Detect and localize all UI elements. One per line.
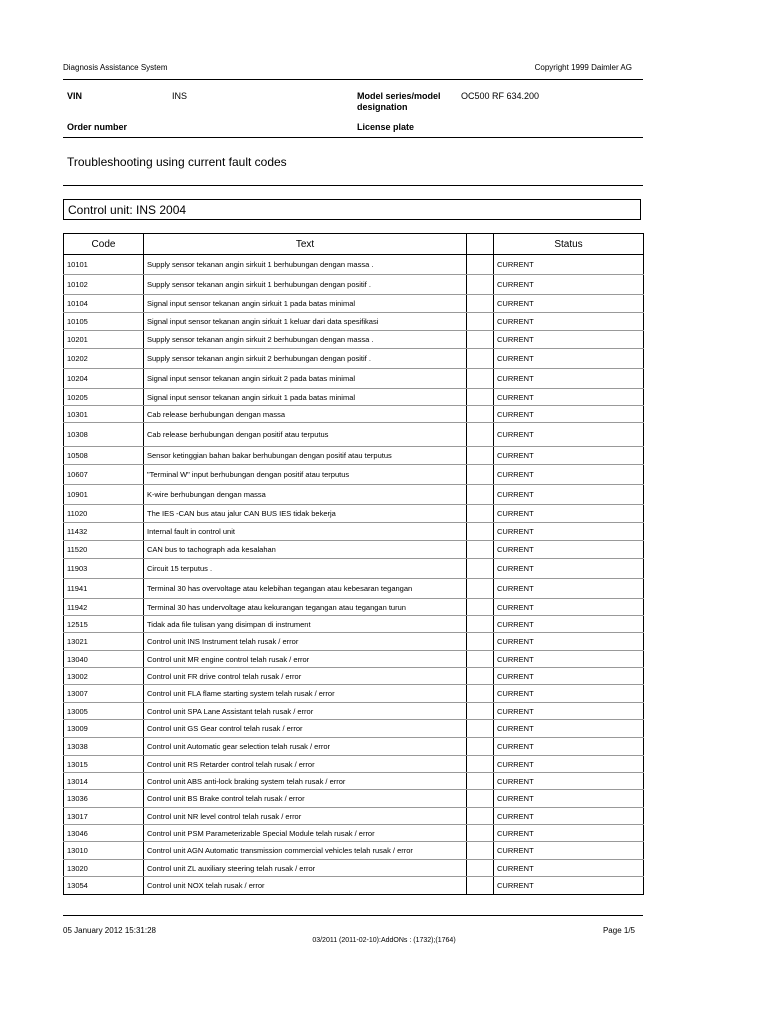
table-row xyxy=(64,465,644,485)
table-row xyxy=(64,773,644,790)
row-blank xyxy=(467,423,494,447)
row-blank xyxy=(467,790,494,808)
row-code: 10308 xyxy=(64,423,144,447)
table-row xyxy=(64,651,644,668)
row-blank xyxy=(467,523,494,541)
column-header-code: Code xyxy=(64,234,144,255)
row-status: CURRENT xyxy=(494,633,644,651)
row-blank xyxy=(467,559,494,579)
table-row xyxy=(64,255,644,275)
row-code: 13007 xyxy=(64,685,144,703)
table-row xyxy=(64,313,644,331)
row-blank xyxy=(467,295,494,313)
row-blank xyxy=(467,331,494,349)
row-blank xyxy=(467,703,494,720)
row-code: 11020 xyxy=(64,505,144,523)
row-blank xyxy=(467,485,494,505)
table-row xyxy=(64,756,644,773)
row-code: 13046 xyxy=(64,825,144,842)
control-unit-title: Control unit: INS 2004 xyxy=(68,203,187,217)
row-status: CURRENT xyxy=(494,756,644,773)
row-code: 10508 xyxy=(64,447,144,465)
row-status: CURRENT xyxy=(494,406,644,423)
row-blank xyxy=(467,720,494,738)
row-blank xyxy=(467,369,494,389)
row-status: CURRENT xyxy=(494,651,644,668)
row-status: CURRENT xyxy=(494,720,644,738)
row-blank xyxy=(467,738,494,756)
table-row xyxy=(64,559,644,579)
row-status: CURRENT xyxy=(494,541,644,559)
row-text: Control unit FR drive control telah rusak / error xyxy=(144,668,467,685)
row-blank xyxy=(467,465,494,485)
row-text: Signal input sensor tekanan angin sirkuit 1 pada batas minimal xyxy=(144,295,467,313)
row-status: CURRENT xyxy=(494,579,644,599)
table-row xyxy=(64,579,644,599)
row-status: CURRENT xyxy=(494,559,644,579)
row-status: CURRENT xyxy=(494,255,644,275)
row-text: Terminal 30 has overvoltage atau kelebihan tegangan atau kebesaran tegangan xyxy=(144,579,467,599)
row-blank xyxy=(467,505,494,523)
row-status: CURRENT xyxy=(494,842,644,860)
row-code: 10104 xyxy=(64,295,144,313)
row-text: Control unit AGN Automatic transmission commercial vehicles telah rusak / error xyxy=(144,842,467,860)
row-text: Control unit NR level control telah rusak / error xyxy=(144,808,467,825)
row-text: Tidak ada file tulisan yang disimpan di instrument xyxy=(144,616,467,633)
row-text: Control unit FLA flame starting system telah rusak / error xyxy=(144,685,467,703)
row-text: Sensor ketinggian bahan bakar berhubungan dengan positif atau terputus xyxy=(144,447,467,465)
row-text: Control unit INS Instrument telah rusak / error xyxy=(144,633,467,651)
table-row xyxy=(64,349,644,369)
row-text: Control unit ABS anti-lock braking system telah rusak / error xyxy=(144,773,467,790)
row-text: Circuit 15 terputus . xyxy=(144,559,467,579)
table-row xyxy=(64,842,644,860)
row-status: CURRENT xyxy=(494,295,644,313)
row-text: Control unit BS Brake control telah rusak / error xyxy=(144,790,467,808)
row-text: Control unit NOX telah rusak / error xyxy=(144,877,467,895)
section-title: Troubleshooting using current fault codes xyxy=(67,155,287,169)
table-row xyxy=(64,447,644,465)
row-blank xyxy=(467,756,494,773)
row-status: CURRENT xyxy=(494,599,644,616)
row-code: 13036 xyxy=(64,790,144,808)
column-header-status: Status xyxy=(494,234,644,255)
table-row xyxy=(64,790,644,808)
row-text: Control unit SPA Lane Assistant telah rusak / error xyxy=(144,703,467,720)
row-code: 10901 xyxy=(64,485,144,505)
row-blank xyxy=(467,275,494,295)
table-row xyxy=(64,275,644,295)
table-row xyxy=(64,668,644,685)
row-code: 13002 xyxy=(64,668,144,685)
row-status: CURRENT xyxy=(494,313,644,331)
column-header-blank xyxy=(467,234,494,255)
row-status: CURRENT xyxy=(494,773,644,790)
model-value: OC500 RF 634.200 xyxy=(461,91,540,101)
row-code: 10102 xyxy=(64,275,144,295)
row-code: 13010 xyxy=(64,842,144,860)
model-label: Model series/model designation xyxy=(357,91,441,112)
row-code: 10301 xyxy=(64,406,144,423)
table-row xyxy=(64,389,644,406)
row-status: CURRENT xyxy=(494,485,644,505)
row-status: CURRENT xyxy=(494,685,644,703)
row-code: 11941 xyxy=(64,579,144,599)
control-unit-box xyxy=(63,199,641,220)
row-code: 10105 xyxy=(64,313,144,331)
row-blank xyxy=(467,685,494,703)
row-blank xyxy=(467,825,494,842)
row-code: 13021 xyxy=(64,633,144,651)
table-row xyxy=(64,406,644,423)
row-text: Supply sensor tekanan angin sirkuit 1 berhubungan dengan positif . xyxy=(144,275,467,295)
row-text: Cab release berhubungan dengan positif atau terputus xyxy=(144,423,467,447)
table-row xyxy=(64,825,644,842)
row-code: 11520 xyxy=(64,541,144,559)
table-row xyxy=(64,523,644,541)
row-code: 12515 xyxy=(64,616,144,633)
row-blank xyxy=(467,447,494,465)
row-status: CURRENT xyxy=(494,389,644,406)
row-text: Control unit RS Retarder control telah rusak / error xyxy=(144,756,467,773)
row-blank xyxy=(467,668,494,685)
row-status: CURRENT xyxy=(494,808,644,825)
row-status: CURRENT xyxy=(494,447,644,465)
row-text: Supply sensor tekanan angin sirkuit 2 berhubungan dengan massa . xyxy=(144,331,467,349)
row-status: CURRENT xyxy=(494,877,644,895)
row-blank xyxy=(467,651,494,668)
table-header-row xyxy=(64,234,644,255)
row-code: 10101 xyxy=(64,255,144,275)
table-row xyxy=(64,703,644,720)
row-code: 13005 xyxy=(64,703,144,720)
table-row xyxy=(64,808,644,825)
row-blank xyxy=(467,255,494,275)
row-code: 10202 xyxy=(64,349,144,369)
row-blank xyxy=(467,773,494,790)
row-text: Control unit PSM Parameterizable Special Module telah rusak / error xyxy=(144,825,467,842)
row-text: CAN bus to tachograph ada kesalahan xyxy=(144,541,467,559)
build-info: 03/2011 (2011-02-10):AddONs : (1732);(1764) xyxy=(312,937,456,944)
row-blank xyxy=(467,877,494,895)
row-text: Control unit GS Gear control telah rusak / error xyxy=(144,720,467,738)
table-row xyxy=(64,633,644,651)
row-blank xyxy=(467,579,494,599)
table-row xyxy=(64,423,644,447)
vin-label: VIN xyxy=(67,91,83,101)
row-blank xyxy=(467,633,494,651)
row-code: 10201 xyxy=(64,331,144,349)
row-status: CURRENT xyxy=(494,465,644,485)
row-blank xyxy=(467,313,494,331)
fault-code-table xyxy=(63,233,644,895)
row-code: 10204 xyxy=(64,369,144,389)
row-status: CURRENT xyxy=(494,331,644,349)
row-text: Supply sensor tekanan angin sirkuit 2 berhubungan dengan positif . xyxy=(144,349,467,369)
row-code: 10205 xyxy=(64,389,144,406)
section-divider xyxy=(63,185,643,186)
table-row xyxy=(64,295,644,313)
table-row xyxy=(64,541,644,559)
row-text: The IES -CAN bus atau jalur CAN BUS IES tidak bekerja xyxy=(144,505,467,523)
column-header-text: Text xyxy=(144,234,467,255)
order-number-label: Order number xyxy=(67,122,128,132)
row-status: CURRENT xyxy=(494,616,644,633)
row-code: 13017 xyxy=(64,808,144,825)
row-blank xyxy=(467,389,494,406)
row-status: CURRENT xyxy=(494,369,644,389)
row-status: CURRENT xyxy=(494,790,644,808)
row-text: Internal fault in control unit xyxy=(144,523,467,541)
row-code: 11432 xyxy=(64,523,144,541)
row-status: CURRENT xyxy=(494,349,644,369)
footer-divider xyxy=(63,915,643,916)
row-code: 11903 xyxy=(64,559,144,579)
row-text: Terminal 30 has undervoltage atau kekurangan tegangan atau tegangan turun xyxy=(144,599,467,616)
meta-divider xyxy=(63,137,643,138)
row-text: Signal input sensor tekanan angin sirkuit 2 pada batas minimal xyxy=(144,369,467,389)
row-blank xyxy=(467,541,494,559)
table-row xyxy=(64,369,644,389)
row-code: 13020 xyxy=(64,860,144,877)
row-blank xyxy=(467,616,494,633)
row-code: 11942 xyxy=(64,599,144,616)
table-row xyxy=(64,860,644,877)
row-blank xyxy=(467,406,494,423)
license-plate-label: License plate xyxy=(357,122,415,132)
row-code: 13040 xyxy=(64,651,144,668)
vin-value: INS xyxy=(172,91,188,101)
row-text: Control unit Automatic gear selection telah rusak / error xyxy=(144,738,467,756)
copyright-text: Copyright 1999 Daimler AG xyxy=(534,63,632,72)
row-text: "Terminal W" input berhubungan dengan positif atau terputus xyxy=(144,465,467,485)
row-text: Cab release berhubungan dengan massa xyxy=(144,406,467,423)
row-code: 13009 xyxy=(64,720,144,738)
table-row xyxy=(64,599,644,616)
row-text: K-wire berhubungan dengan massa xyxy=(144,485,467,505)
table-row xyxy=(64,720,644,738)
row-code: 13015 xyxy=(64,756,144,773)
row-blank xyxy=(467,842,494,860)
page-number: Page 1/5 xyxy=(602,926,635,935)
row-blank xyxy=(467,860,494,877)
system-name: Diagnosis Assistance System xyxy=(63,63,168,72)
row-text: Signal input sensor tekanan angin sirkuit 1 pada batas minimal xyxy=(144,389,467,406)
table-row xyxy=(64,331,644,349)
table-row xyxy=(64,685,644,703)
row-status: CURRENT xyxy=(494,738,644,756)
row-text: Control unit ZL auxiliary steering telah rusak / error xyxy=(144,860,467,877)
row-status: CURRENT xyxy=(494,825,644,842)
row-status: CURRENT xyxy=(494,275,644,295)
row-blank xyxy=(467,808,494,825)
row-text: Supply sensor tekanan angin sirkuit 1 berhubungan dengan massa . xyxy=(144,255,467,275)
row-blank xyxy=(467,599,494,616)
row-status: CURRENT xyxy=(494,505,644,523)
table-row xyxy=(64,738,644,756)
row-status: CURRENT xyxy=(494,860,644,877)
row-text: Signal input sensor tekanan angin sirkuit 1 keluar dari data spesifikasi xyxy=(144,313,467,331)
row-code: 13014 xyxy=(64,773,144,790)
table-row xyxy=(64,616,644,633)
row-code: 10607 xyxy=(64,465,144,485)
row-code: 13054 xyxy=(64,877,144,895)
row-status: CURRENT xyxy=(494,423,644,447)
header-divider xyxy=(63,79,643,80)
row-text: Control unit MR engine control telah rusak / error xyxy=(144,651,467,668)
row-status: CURRENT xyxy=(494,703,644,720)
row-code: 13038 xyxy=(64,738,144,756)
row-status: CURRENT xyxy=(494,523,644,541)
table-row xyxy=(64,877,644,895)
table-row xyxy=(64,485,644,505)
row-status: CURRENT xyxy=(494,668,644,685)
print-date: 05 January 2012 15:31:28 xyxy=(63,926,156,935)
row-blank xyxy=(467,349,494,369)
table-row xyxy=(64,505,644,523)
